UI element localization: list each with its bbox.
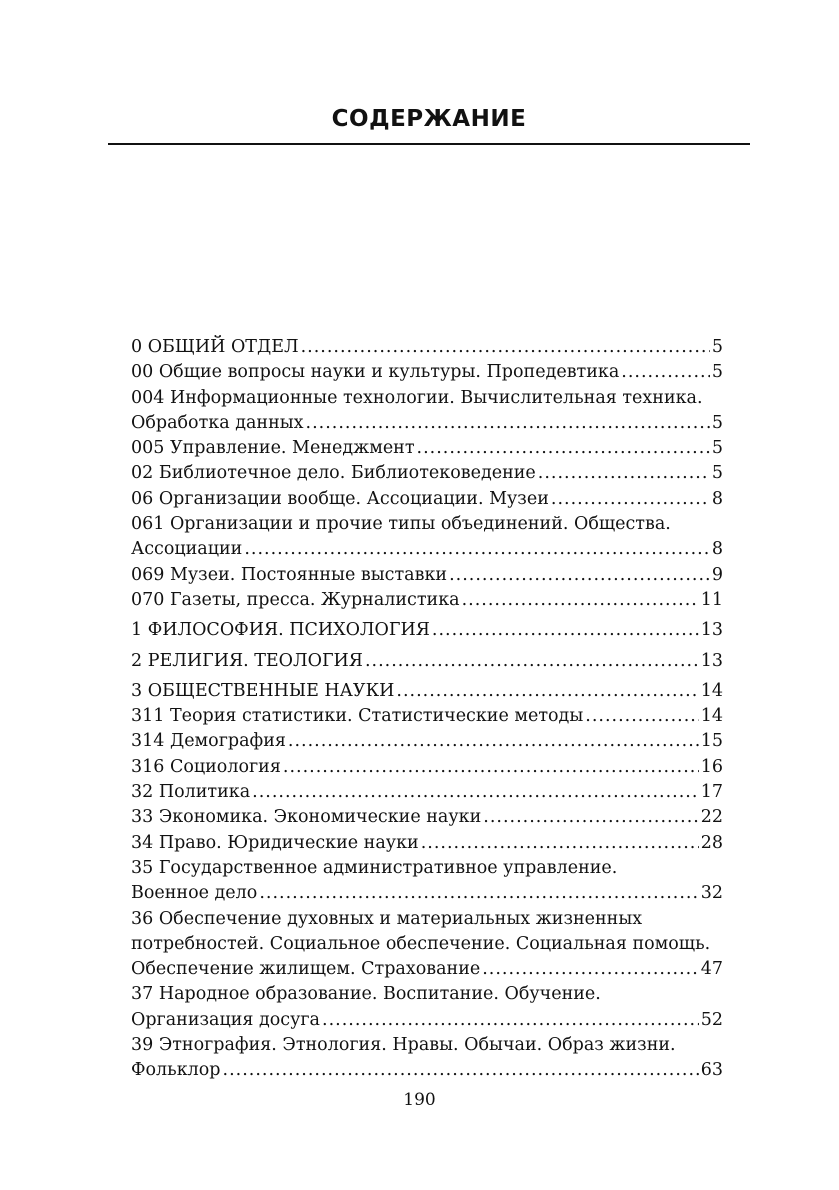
toc-entry-title: Обеспечение жилищем. Страхование (131, 959, 481, 980)
toc-entry-page: 5 (711, 412, 723, 433)
toc-entry (131, 649, 723, 674)
toc-entry (131, 982, 723, 1033)
toc-entry-title: 00 Общие вопросы науки и культуры. Пропедевтика (131, 362, 620, 383)
toc-entry-title: 3 ОБЩЕСТВЕННЫЕ НАУКИ (131, 680, 395, 701)
toc-entry-page: 52 (700, 1009, 723, 1030)
dot-leader (449, 563, 710, 588)
toc-entry-line: 39 Этнография. Этнология. Нравы. Обычаи. Образ жизни. (131, 1035, 676, 1056)
toc-entry-page: 15 (700, 731, 723, 752)
toc-entry-page: 8 (711, 539, 723, 560)
toc-entry-page: 32 (700, 883, 723, 904)
toc-entry-line (131, 755, 723, 780)
toc-entry (131, 386, 723, 437)
page-number: 190 (403, 1090, 436, 1110)
toc-entry-line (131, 411, 723, 436)
toc-entry-page: 14 (700, 680, 723, 701)
toc-entry-page: 5 (711, 362, 723, 383)
toc-entry (131, 563, 723, 588)
toc-entry-title: 069 Музеи. Постоянные выставки (131, 564, 448, 585)
toc-entry-page: 5 (711, 438, 723, 459)
toc-entry (131, 729, 723, 754)
toc-entry-page: 22 (700, 807, 723, 828)
toc-entry (131, 704, 723, 729)
toc-entry (131, 831, 723, 856)
toc-entry-line (131, 649, 723, 674)
dot-leader (417, 436, 710, 461)
table-of-contents (131, 335, 723, 1084)
toc-entry-line (131, 1058, 723, 1083)
toc-entry (131, 588, 723, 613)
toc-entry-page: 5 (711, 463, 723, 484)
toc-entry-line (131, 805, 723, 830)
title-rule (108, 143, 750, 145)
toc-entry-title: 1 ФИЛОСОФИЯ. ПСИХОЛОГИЯ (131, 620, 430, 641)
dot-leader (432, 618, 699, 643)
dot-leader (244, 537, 710, 562)
toc-entry-page: 28 (700, 832, 723, 853)
toc-entry-line (131, 780, 723, 805)
toc-entry-title: 34 Право. Юридические науки (131, 832, 419, 853)
dot-leader (252, 780, 699, 805)
toc-entry-page: 14 (700, 706, 723, 727)
toc-entry (131, 487, 723, 512)
toc-entry-title: Ассоциации (131, 539, 243, 560)
dot-leader (621, 360, 710, 385)
dot-leader (223, 1058, 699, 1083)
toc-entry-line (131, 729, 723, 754)
toc-entry-line (131, 360, 723, 385)
toc-entry-line (131, 588, 723, 613)
dot-leader (483, 805, 698, 830)
toc-entry-page: 13 (700, 650, 723, 671)
dot-leader (585, 704, 698, 729)
toc-entry-page: 13 (700, 620, 723, 641)
dot-leader (283, 755, 699, 780)
toc-entry-line: 37 Народное образование. Воспитание. Обучение. (131, 984, 601, 1005)
toc-entry-line: 35 Государственное административное управление. (131, 857, 618, 878)
toc-entry-page: 17 (700, 782, 723, 803)
dot-leader (306, 411, 710, 436)
toc-entry (131, 335, 723, 360)
toc-entry-line (131, 537, 723, 562)
toc-entry-line (131, 335, 723, 360)
toc-entry-line (131, 831, 723, 856)
dot-leader (288, 729, 699, 754)
dot-leader (421, 831, 699, 856)
toc-entry-title: 33 Экономика. Экономические науки (131, 807, 482, 828)
toc-entry-line (131, 957, 723, 982)
toc-entry (131, 780, 723, 805)
toc-entry-line: 36 Обеспечение духовных и материальных жизненных (131, 908, 643, 929)
dot-leader (301, 335, 710, 360)
toc-entry-title: 06 Организации вообще. Ассоциации. Музеи (131, 488, 549, 509)
toc-entry (131, 856, 723, 907)
dot-leader (538, 461, 710, 486)
toc-entry-title: Организация досуга (131, 1009, 320, 1030)
toc-entry (131, 907, 723, 983)
dot-leader (259, 881, 698, 906)
toc-entry-line (131, 881, 723, 906)
toc-entry (131, 436, 723, 461)
toc-entry-title: 314 Демография (131, 731, 286, 752)
toc-entry (131, 461, 723, 486)
toc-entry-line (131, 679, 723, 704)
toc-entry-page: 8 (711, 488, 723, 509)
toc-entry-line (131, 618, 723, 643)
toc-entry (131, 805, 723, 830)
toc-entry-line: 004 Информационные технологии. Вычислительная техника. (131, 387, 703, 408)
dot-leader (365, 649, 699, 674)
toc-entry-title: 311 Теория статистики. Статистические методы (131, 706, 584, 727)
toc-entry-line (131, 704, 723, 729)
toc-entry (131, 512, 723, 563)
dot-leader (396, 679, 698, 704)
toc-entry-line (131, 436, 723, 461)
toc-entry-title: Фольклор (131, 1060, 221, 1081)
toc-entry-title: Военное дело (131, 883, 258, 904)
toc-entry (131, 618, 723, 643)
toc-entry-title: 070 Газеты, пресса. Журналистика (131, 589, 460, 610)
toc-entry-line (131, 563, 723, 588)
toc-entry-line (131, 461, 723, 486)
dot-leader (462, 588, 699, 613)
toc-entry-title: 0 ОБЩИЙ ОТДЕЛ (131, 337, 299, 357)
toc-entry (131, 360, 723, 385)
toc-entry (131, 755, 723, 780)
toc-entry-title: 005 Управление. Менеджмент (131, 438, 415, 459)
toc-entry (131, 1033, 723, 1084)
toc-entry (131, 679, 723, 704)
toc-entry-page: 9 (711, 564, 723, 585)
toc-entry-line (131, 487, 723, 512)
toc-entry-line: потребностей. Социальное обеспечение. Социальная помощь. (131, 933, 711, 954)
toc-entry-page: 47 (700, 959, 723, 980)
page-title: СОДЕРЖАНИЕ (331, 106, 527, 132)
toc-entry-page: 16 (700, 756, 723, 777)
toc-entry-page: 11 (700, 589, 723, 610)
dot-leader (551, 487, 710, 512)
dot-leader (322, 1008, 699, 1033)
toc-entry-title: Обработка данных (131, 412, 304, 433)
toc-entry-line: 061 Организации и прочие типы объединений. Общества. (131, 514, 671, 535)
dot-leader (482, 957, 698, 982)
toc-entry-line (131, 1008, 723, 1033)
toc-entry-title: 2 РЕЛИГИЯ. ТЕОЛОГИЯ (131, 650, 363, 671)
toc-entry-page: 5 (711, 337, 723, 357)
toc-entry-title: 316 Социология (131, 756, 281, 777)
toc-entry-page: 63 (700, 1060, 723, 1081)
toc-entry-title: 02 Библиотечное дело. Библиотековедение (131, 463, 536, 484)
toc-entry-title: 32 Политика (131, 782, 251, 803)
